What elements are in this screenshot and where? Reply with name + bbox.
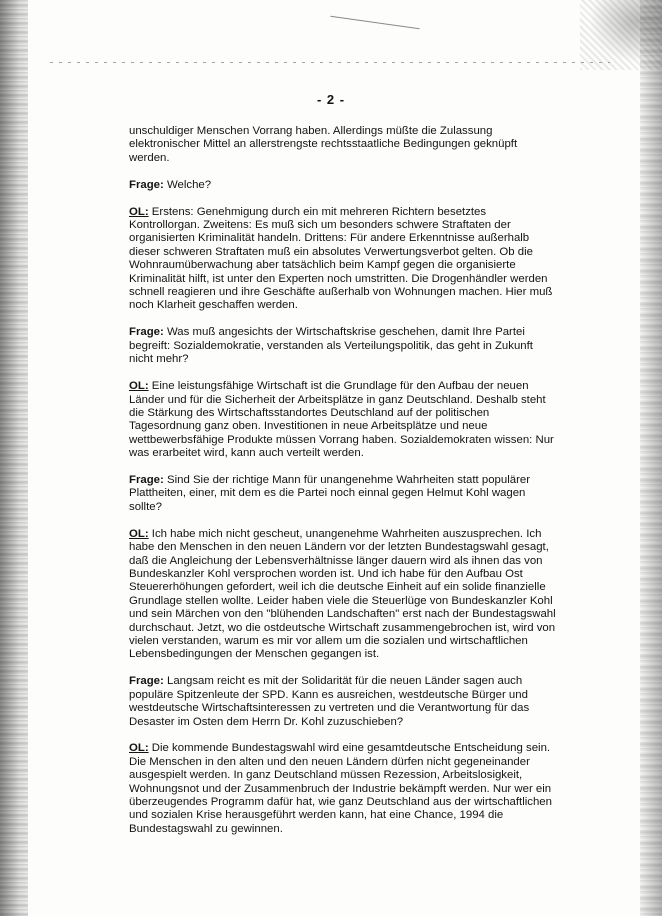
speaker-label: OL:: [129, 527, 149, 540]
speaker-label: OL:: [129, 380, 149, 393]
paragraph-text: Eine leistungsfähige Wirtschaft ist die Grundlage für den Aufbau der neuen Länder und für die Sicherheit der Arbeitsplätze in ganz Deutschland. Deshalb steht die Stärkung des Wirtschaftsstandortes Deutschland auf der politischen Tagesordnung ganz oben. Investitionen in neue Arbeitsplätze und neue wettbewerbsfähige Produkte müssen Vorrang haben. Sozialdemokraten wissen: Nur was erarbeitet wird, kann auch verteilt werden.: [129, 380, 554, 460]
scan-artifact-dotted-line: [50, 62, 610, 63]
answer-paragraph: [129, 528, 559, 662]
speaker-label: Frage:: [129, 326, 164, 339]
scan-artifact-line: [330, 16, 419, 30]
question-paragraph: [129, 179, 559, 192]
answer-paragraph: [129, 742, 559, 836]
paragraph-continuation: [129, 125, 559, 165]
scan-edge-right: [640, 0, 662, 916]
paragraph-text: unschuldiger Menschen Vorrang haben. Allerdings müßte die Zulassung elektronischer Mittel an allerstrengste rechtsstaatliche Bedingungen geknüpft werden.: [129, 125, 518, 164]
speaker-label: Frage:: [129, 178, 164, 191]
question-paragraph: [129, 326, 559, 366]
speaker-label: Frage:: [129, 675, 164, 688]
answer-paragraph: [129, 380, 559, 460]
scan-noise-top-right: [580, 0, 662, 70]
paragraph-text: Erstens: Genehmigung durch ein mit mehreren Richtern besetztes Kontrollorgan. Zweitens: Es muß sich um besonders schwere Straftaten der organisierten Kriminalität handeln. Drittens: Für andere Erkenntnisse außerhalb dieser schweren Straftaten muß ein absolutes Verwertungsverbot gelten. Ob die Wohnraumüberwachung aber tatsächlich beim Kampf gegen die organisierte Kriminalität hilft, ist unter den Experten noch umstritten. Die Drogenhändler werden schnell reagieren und ihre Geschäfte außerhalb von Wohnungen machen. Hier muß noch Klarheit geschaffen werden.: [129, 205, 553, 312]
paragraph-text: Die kommende Bundestagswahl wird eine gesamtdeutsche Entscheidung sein. Die Menschen in den alten und den neuen Ländern dürfen nicht gegeneinander ausgespielt werden. In ganz Deutschland müssen Rezession, Arbeitslosigkeit, Wohnungsnot und der Zusammenbruch der Industrie bekämpft werden. Nur wer ein überzeugendes Programm dafür hat, wie ganz Deutschland aus der wirtschaftlichen und sozialen Krise herausgeführt werden kann, hat eine Chance, 1994 die Bundestagswahl zu gewinnen.: [129, 742, 552, 835]
question-paragraph: [129, 474, 559, 514]
speaker-label: Frage:: [129, 474, 164, 487]
speaker-label: OL:: [129, 205, 149, 218]
interview-body: [129, 125, 559, 850]
answer-paragraph: [129, 206, 559, 313]
page-number: - 2 -: [316, 92, 346, 107]
paragraph-text: Sind Sie der richtige Mann für unangenehme Wahrheiten statt populärer Plattheiten, einer, mit dem es die Partei noch einnal gegen Helmut Kohl wagen sollte?: [129, 474, 531, 513]
scan-edge-left: [0, 0, 28, 916]
question-paragraph: [129, 675, 559, 729]
paragraph-text: Ich habe mich nicht gescheut, unangenehme Wahrheiten auszusprechen. Ich habe den Menschen in den neuen Ländern vor der letzten Bundestagswahl gesagt, daß die Angleichung der Lebensverhältnisse länger dauern wird als ihnen das von Bundeskanzler Kohl versprochen worden ist. Und ich habe für den Aufbau Ost Steuererhöhungen gefordert, weil ich die deutsche Einheit auf ein solide finanzielle Grundlage stellen wollte. Leider haben viele die Steuerlüge von Bundeskanzler Kohl und sein Märchen von den "blühenden Landschaften" erst nach der Bundestagswahl durchschaut. Jetzt, wo die ostdeutsche Wirtschaft zusammengebrochen ist, wird von vielen verstanden, warum es mir vor allem um die sozialen und wirtschaftlichen Lebensbedingungen der Menschen gegangen ist.: [129, 527, 556, 661]
speaker-label: OL:: [129, 742, 149, 755]
paragraph-text: Was muß angesichts der Wirtschaftskrise geschehen, damit Ihre Partei begreift: Sozialdemokratie, verstanden als Verteilungspolitik, das geht in Zukunft nicht mehr?: [129, 326, 533, 366]
paragraph-text: Langsam reicht es mit der Solidarität für die neuen Länder sagen auch populäre Spitzenleute der SPD. Kann es ausreichen, westdeutsche Bürger und westdeutsche Wirtschaftsinteressen zu vertreten und die Verantwortung für das Desaster im Osten dem Herrn Dr. Kohl zuzuschieben?: [129, 675, 530, 728]
paragraph-text: Welche?: [166, 178, 212, 191]
